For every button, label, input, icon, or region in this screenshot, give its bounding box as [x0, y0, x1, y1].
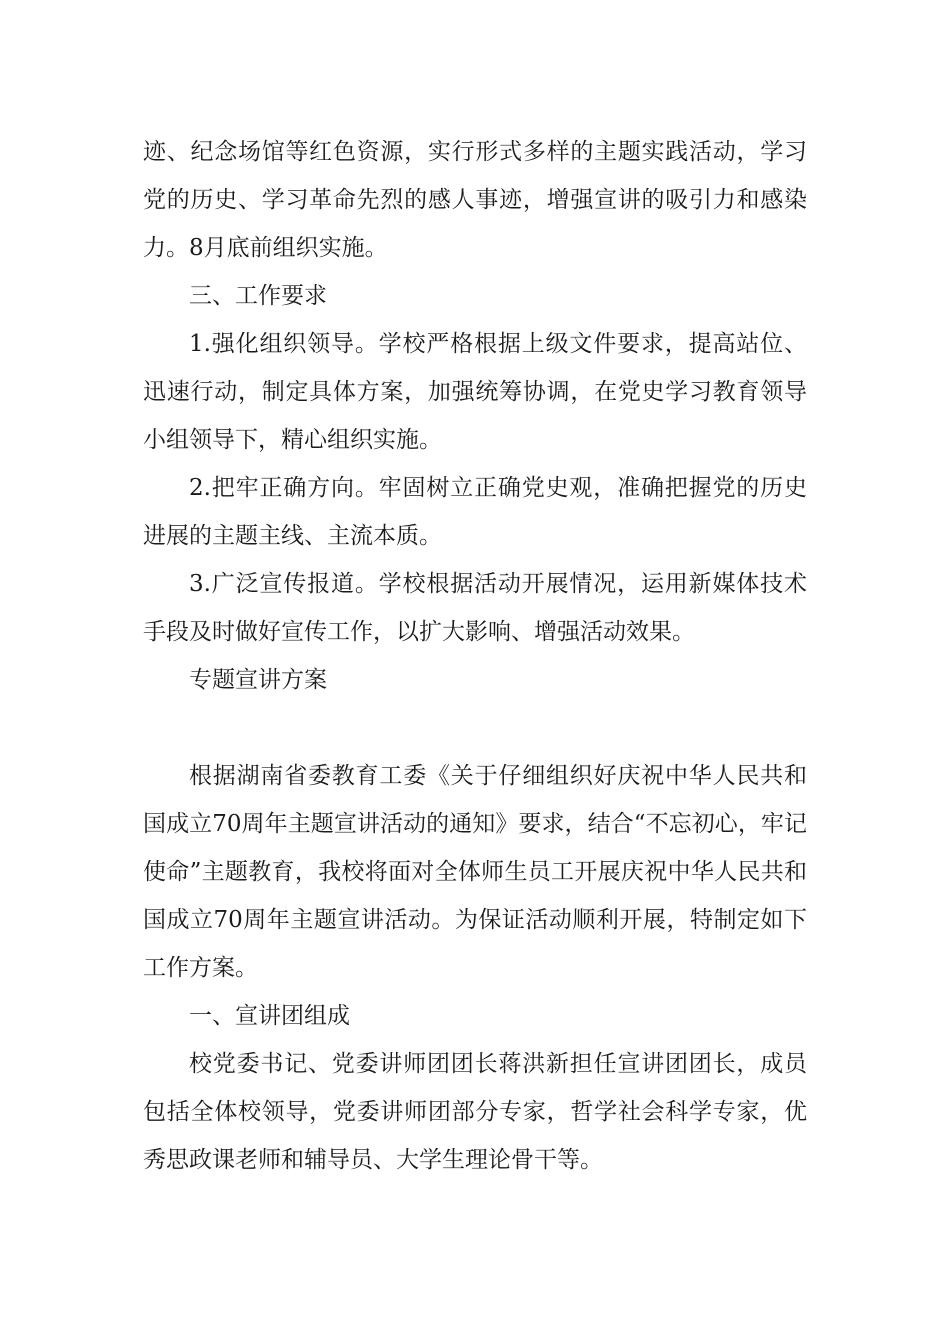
heading-team-composition: 一、宣讲团组成 [189, 1003, 350, 1029]
heading-work-requirements: 三、工作要求 [189, 283, 327, 309]
requirement-2: 2.把牢正确方向。牢固树立正确党史观，准确把握党的历史进展的主题主线、主流本质。 [143, 475, 807, 549]
paragraph-continuation: 迹、纪念场馆等红色资源，实行形式多样的主题实践活动，学习党的历史、学习革命先烈的感人事迹，增强宣讲的吸引力和感染力。8月底前组织实施。 [143, 139, 807, 261]
requirement-1: 1.强化组织领导。学校严格根据上级文件要求，提高站位、迅速行动，制定具体方案，加强统筹协调，在党史学习教育领导小组领导下，精心组织实施。 [143, 331, 807, 453]
plan-intro-paragraph: 根据湖南省委教育工委《关于仔细组织好庆祝中华人民共和国成立70周年主题宣讲活动的通知》要求，结合“不忘初心，牢记使命”主题教育，我校将面对全体师生员工开展庆祝中华人民共和国成立70周年主题宣讲活动。为保证活动顺利开展，特制定如下工作方案。 [143, 763, 807, 981]
team-description: 校党委书记、党委讲师团团长蒋洪新担任宣讲团团长，成员包括全体校领导，党委讲师团部分专家，哲学社会科学专家，优秀思政课老师和辅导员、大学生理论骨干等。 [143, 1051, 807, 1173]
plan-title: 专题宣讲方案 [189, 667, 327, 693]
document-body [143, 128, 807, 1184]
blank-line [143, 704, 807, 752]
requirement-3: 3.广泛宣传报道。学校根据活动开展情况，运用新媒体技术手段及时做好宣传工作，以扩大影响、增强活动效果。 [143, 571, 807, 645]
